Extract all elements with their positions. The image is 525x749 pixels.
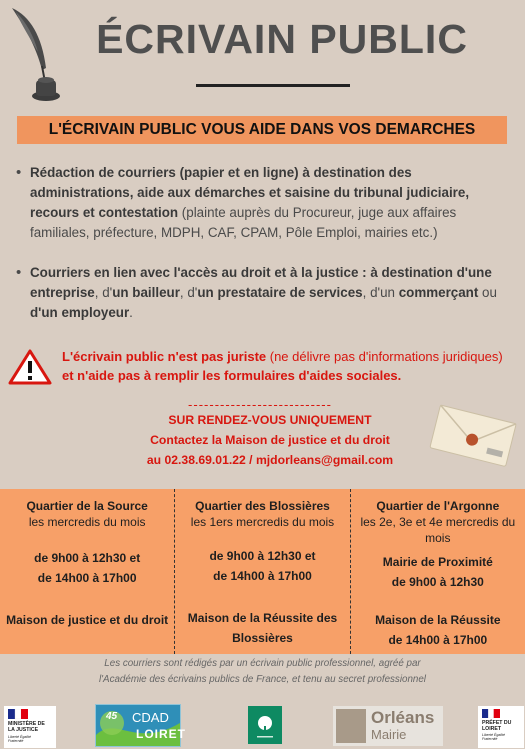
appointment-contact: Contactez la Maison de justice et du droit	[150, 433, 390, 447]
quarter-hours: de 14h00 à 17h00	[213, 569, 312, 583]
schedule-table	[0, 489, 525, 654]
quarter-days: les 2e, 3e et 4e mercredis du mois	[360, 515, 516, 545]
ministere-name: MINISTÈRE DE LA JUSTICE	[8, 721, 45, 733]
cdad-title: CDAD	[132, 710, 169, 725]
partner-logos	[0, 704, 525, 748]
title-underline	[196, 84, 350, 87]
service-text-bold: d'un employeur	[30, 305, 130, 320]
republic-motto: Liberté Égalité Fraternité	[8, 735, 31, 743]
quarter-place-name: Mairie de Proximité	[382, 555, 493, 569]
tree-icon	[248, 706, 282, 744]
appointment-info	[120, 410, 420, 470]
service-text: .	[129, 305, 133, 320]
orleans-sub: Mairie	[371, 727, 407, 742]
service-text: , d'	[94, 285, 113, 300]
services-list	[12, 163, 512, 323]
schedule-column	[0, 489, 174, 654]
service-text-bold: commerçant	[398, 285, 479, 300]
green-partner-logo	[248, 706, 282, 744]
quarter-days: les 1ers mercredis du mois	[190, 515, 335, 529]
appointment-phone-email: au 02.38.69.01.22 / mjdorleans@gmail.com	[146, 453, 394, 467]
prefet-loiret-logo	[478, 706, 524, 748]
quarter-place: Maison de la Réussite	[375, 613, 501, 627]
orleans-name: Orléans	[371, 708, 435, 727]
service-text: , d'un	[362, 285, 399, 300]
dashed-separator: ---------------------------	[188, 397, 332, 412]
republic-motto: Liberté Égalité Fraternité	[482, 733, 505, 741]
quarter-hours: de 9h00 à 12h30	[391, 575, 484, 589]
ministere-justice-logo	[4, 706, 56, 748]
cdad-number: 45	[106, 711, 118, 722]
service-text: ou	[478, 285, 497, 300]
orleans-mairie-logo	[333, 706, 443, 746]
service-item	[12, 263, 512, 323]
prefet-name: PRÉFET DU LOIRET	[482, 720, 512, 732]
orleans-emblem	[336, 709, 366, 743]
quarter-hours: de 9h00 à 12h30 et	[209, 549, 316, 563]
appointment-heading: SUR RENDEZ-VOUS UNIQUEMENT	[168, 413, 372, 427]
page-title: ÉCRIVAIN PUBLIC	[96, 16, 468, 62]
quarter-place: Maison de la Réussite des Blossières	[187, 611, 338, 645]
marianne-icon	[8, 709, 28, 719]
quarter-name: Quartier de la Source	[26, 499, 148, 513]
quarter-place-hours: de 14h00 à 17h00	[388, 633, 488, 647]
quarter-hours: de 14h00 à 17h00	[37, 571, 137, 585]
service-text-bold: un prestataire de services	[197, 285, 363, 300]
warning-text	[62, 347, 512, 385]
quarter-days: les mercredis du mois	[28, 515, 146, 529]
schedule-column	[174, 489, 349, 654]
envelope-icon	[428, 404, 520, 468]
service-text: (plainte auprès du Procureur, juge aux affaires familiales, préfecture, MDPH, CAF, CPAM, Pôle Emploi, mairies etc.)	[30, 205, 457, 240]
quarter-name: Quartier des Blossières	[195, 499, 330, 513]
cdad-loiret-logo	[95, 704, 186, 747]
quarter-name: Quartier de l'Argonne	[376, 499, 500, 513]
service-item	[12, 163, 512, 243]
service-text: , d'	[179, 285, 198, 300]
warning-strong: L'écrivain public n'est pas juriste	[62, 349, 267, 364]
cdad-subtitle: LOIRET	[136, 727, 186, 741]
service-text-bold: Rédaction de courriers (papier et en ligne) à destination des administrations, aide aux démarches et saisine du tribunal judiciaire, recours et contestation	[30, 165, 470, 220]
warning-note: (ne délivre pas d'informations juridiques)	[266, 349, 503, 364]
service-text-bold: un bailleur	[112, 285, 180, 300]
quill-pen-icon	[8, 6, 62, 106]
quarter-hours: de 9h00 à 12h30 et	[34, 551, 141, 565]
footer-note: Les courriers sont rédigés par un écrivain public professionnel, agréé par l'Académie des écrivains publics de France, et tenu au secret professionnel	[99, 658, 426, 685]
service-text-bold: Courriers en lien avec l'accès au droit et à la justice : à destination d'une entreprise	[30, 265, 492, 300]
warning-triangle-icon	[8, 349, 52, 385]
quarter-place: Maison de justice et du droit	[6, 613, 169, 627]
schedule-column	[350, 489, 525, 654]
warning-strong: et n'aide pas à remplir les formulaires d'aides sociales.	[62, 368, 402, 383]
marianne-icon	[482, 709, 500, 718]
headline-banner: L'ÉCRIVAIN PUBLIC VOUS AIDE DANS VOS DEMARCHES	[17, 116, 507, 144]
